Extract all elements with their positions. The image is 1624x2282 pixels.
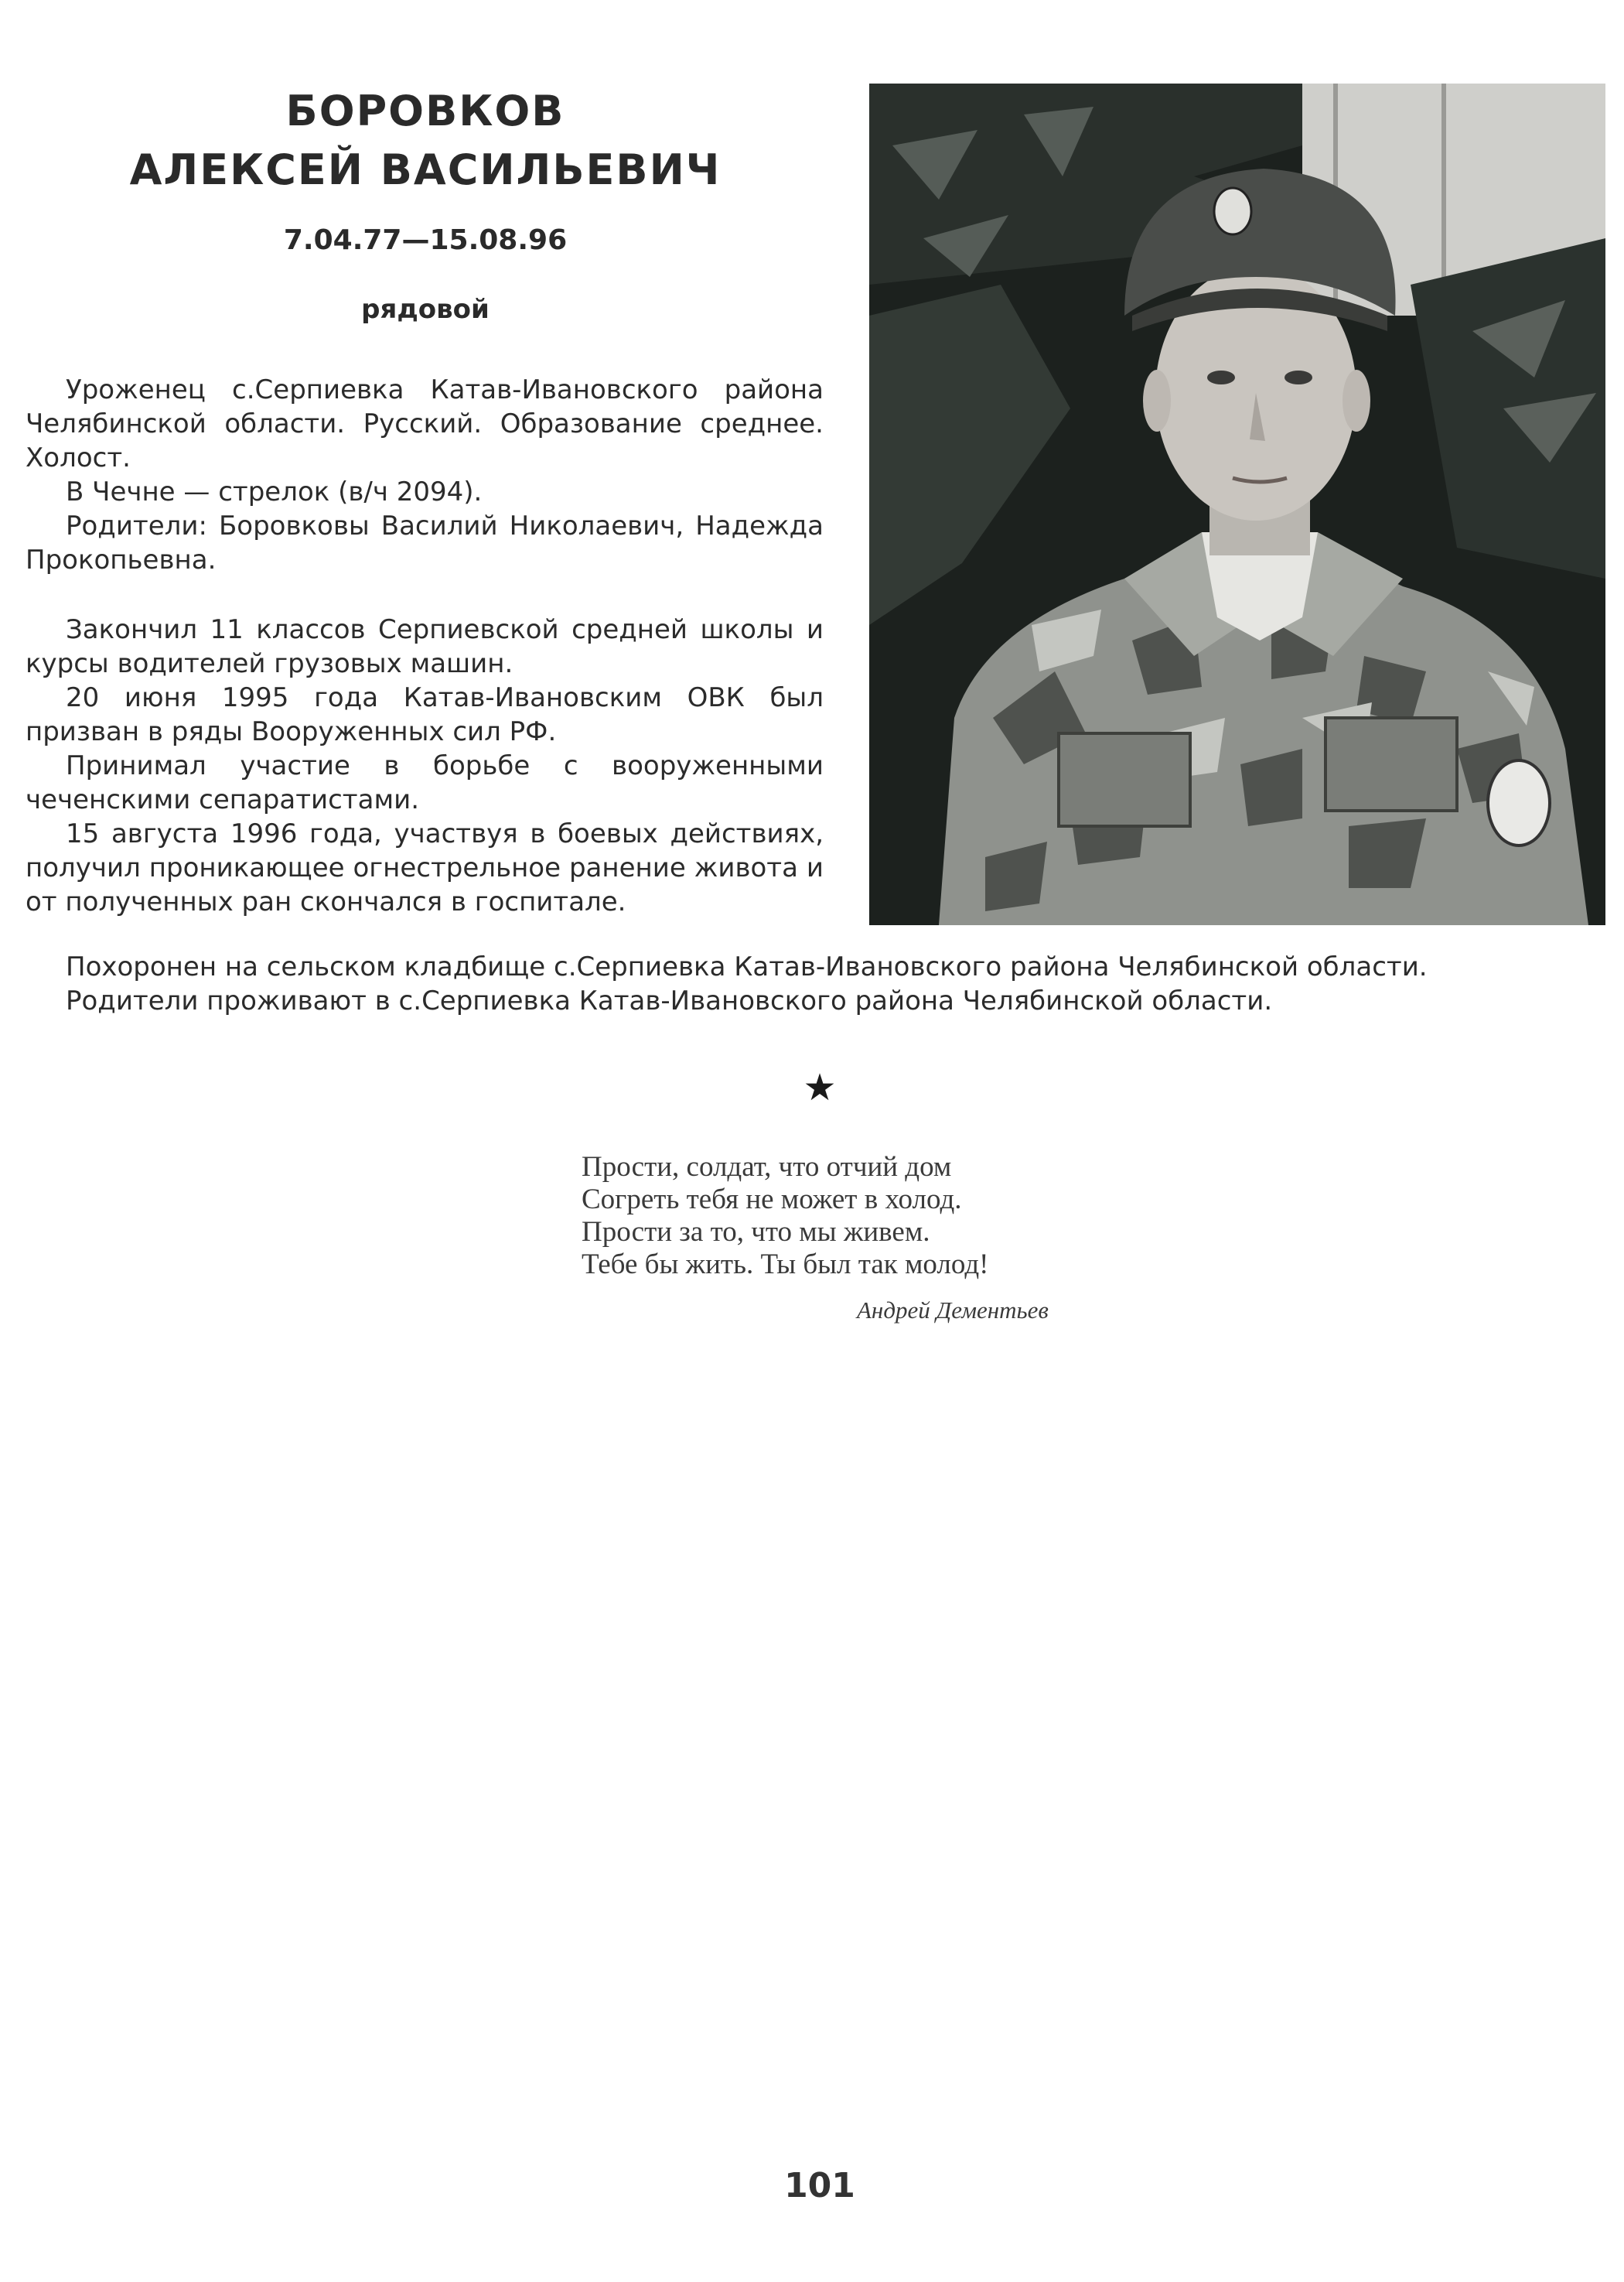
bio-paragraph: Родители проживают в с.Серпиевка Катав-Ивановского района Челябинской области. [66,986,1273,1016]
life-dates: 7.04.77—15.08.96 [283,224,568,256]
poem-line: Тебе бы жить. Ты был так молод! [582,1249,989,1280]
poem-author: Андрей Дементьев [857,1296,1049,1324]
surname-heading: БОРОВКОВ [285,87,565,135]
star-ornament: ★ [803,1066,837,1109]
bio-paragraph: Родители: Боровковы Василий Николаевич, Надежда Прокопьевна. [26,511,824,576]
military-rank: рядовой [361,294,490,325]
bio-paragraph: 20 июня 1995 года Катав-Ивановским ОВК был призван в ряды Вооруженных сил РФ. [26,682,824,747]
page-number: 101 [784,2166,855,2205]
bio-paragraph: 15 августа 1996 года, участвуя в боевых действиях, получил проникающее огнестрельное ранение живота и от полученных ран скончался в госпитале. [26,818,824,917]
portrait-photo [869,84,1605,925]
bio-paragraph: Похоронен на сельском кладбище с.Серпиевка Катав-Ивановского района Челябинской области. [66,951,1428,982]
biography-block-1 [26,373,824,577]
bio-paragraph: В Чечне — стрелок (в/ч 2094). [66,477,483,507]
poem-line: Прости, солдат, что отчий дом [582,1151,952,1183]
biography-block-2 [26,613,824,919]
given-names-heading: АЛЕКСЕЙ ВАСИЛЬЕВИЧ [129,145,722,194]
memorial-poem [582,1151,988,1281]
poem-line: Прости за то, что мы живем. [582,1216,930,1248]
poem-line: Согреть тебя не может в холод. [582,1184,962,1215]
bio-paragraph: Уроженец с.Серпиевка Катав-Ивановского района Челябинской области. Русский. Образование среднее. Холост. [26,374,824,473]
bio-paragraph: Закончил 11 классов Серпиевской средней школы и курсы водителей грузовых машин. [26,614,824,679]
bio-paragraph: Принимал участие в борьбе с вооруженными чеченскими сепаратистами. [26,750,824,815]
biography-block-3 [26,950,1603,1018]
portrait-image [869,84,1605,925]
